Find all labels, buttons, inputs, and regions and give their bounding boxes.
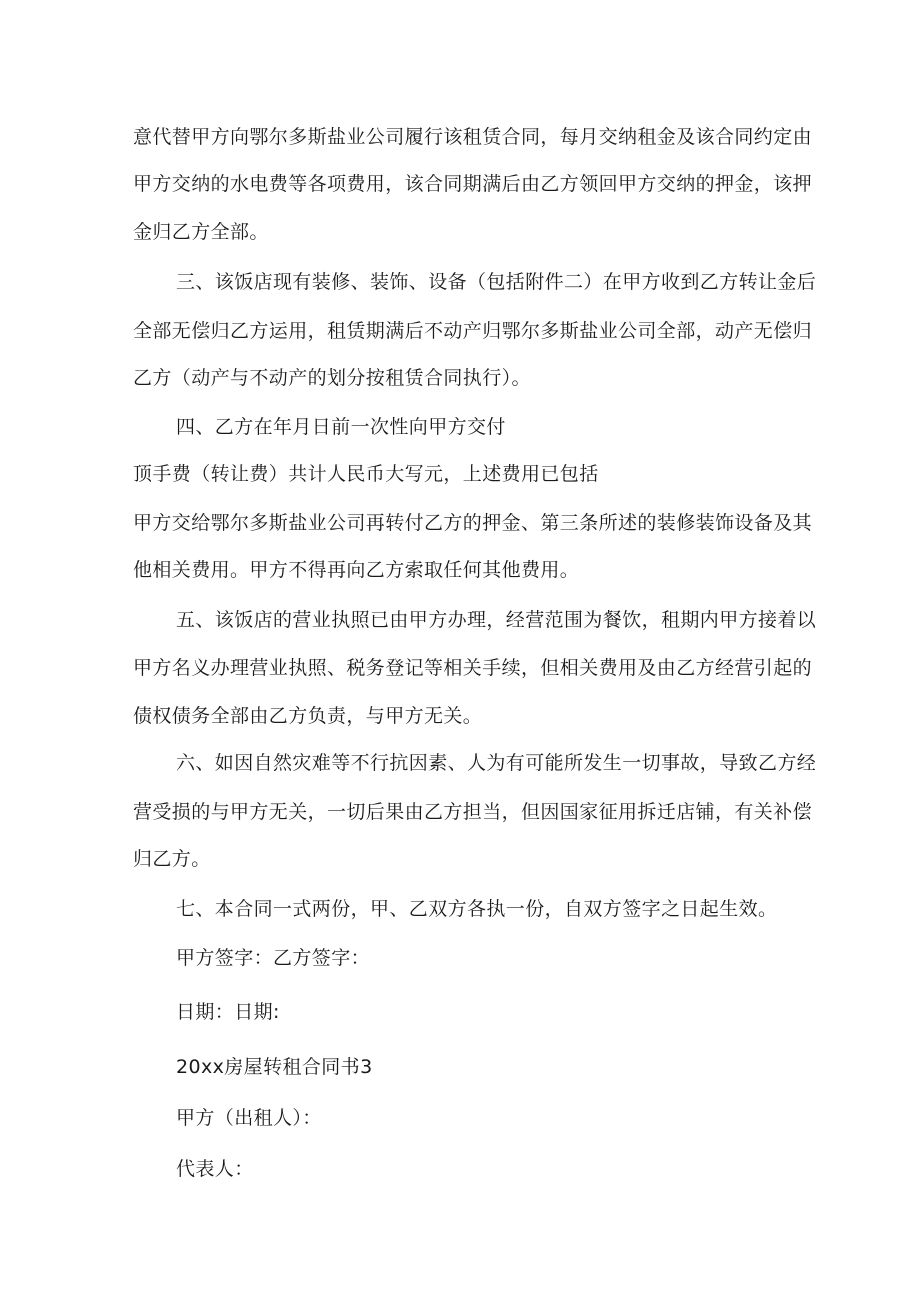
paragraph-line: 甲方名义办理营业执照、税务登记等相关手续，但相关费用及由乙方经营引起的 (133, 657, 813, 679)
paragraph-line: 乙方（动产与不动产的划分按租赁合同执行）。 (133, 367, 531, 389)
section-title: 20xx房屋转租合同书3 (176, 1056, 373, 1078)
paragraph-line: 甲方交纳的水电费等各项费用，该合同期满后由乙方领回甲方交纳的押金，该押 (133, 173, 813, 195)
clause-5-line: 五、该饭店的营业执照已由甲方办理，经营范围为餐饮，租期内甲方接着以 (176, 609, 817, 631)
clause-6-line: 六、如因自然灾难等不行抗因素、人为有可能所发生一切事故，导致乙方经 (176, 752, 817, 774)
clause-4-line: 四、乙方在年月日前一次性向甲方交付 (176, 416, 506, 438)
paragraph-line: 金归乙方全部。 (133, 221, 269, 243)
signature-line: 甲方签字：乙方签字： (176, 947, 371, 969)
paragraph-line: 营受损的与甲方无关，一切后果由乙方担当，但因国家征用拆迁店铺，有关补偿 (133, 801, 813, 823)
paragraph-line: 归乙方。 (133, 848, 211, 870)
paragraph-line: 顶手费（转让费）共计人民币大写元，上述费用已包括 (133, 463, 599, 485)
date-line: 日期：日期: (176, 1001, 280, 1023)
clause-7-line: 七、本合同一式两份，甲、乙双方各执一份，自双方签字之日起生效。 (176, 898, 778, 920)
paragraph-line: 意代替甲方向鄂尔多斯盐业公司履行该租赁合同，每月交纳租金及该合同约定由 (133, 126, 813, 148)
representative-line: 代表人： (176, 1158, 254, 1180)
lessor-line: 甲方（出租人）： (176, 1107, 322, 1129)
paragraph-line: 全部无偿归乙方运用，租赁期满后不动产归鄂尔多斯盐业公司全部，动产无偿归 (133, 320, 813, 342)
paragraph-line: 债权债务全部由乙方负责，与甲方无关。 (133, 705, 483, 727)
paragraph-line: 他相关费用。甲方不得再向乙方索取任何其他费用。 (133, 559, 580, 581)
paragraph-line: 甲方交给鄂尔多斯盐业公司再转付乙方的押金、第三条所述的装修装饰设备及其 (133, 512, 813, 534)
clause-3-line: 三、该饭店现有装修、装饰、设备（包括附件二）在甲方收到乙方转让金后 (176, 271, 817, 293)
